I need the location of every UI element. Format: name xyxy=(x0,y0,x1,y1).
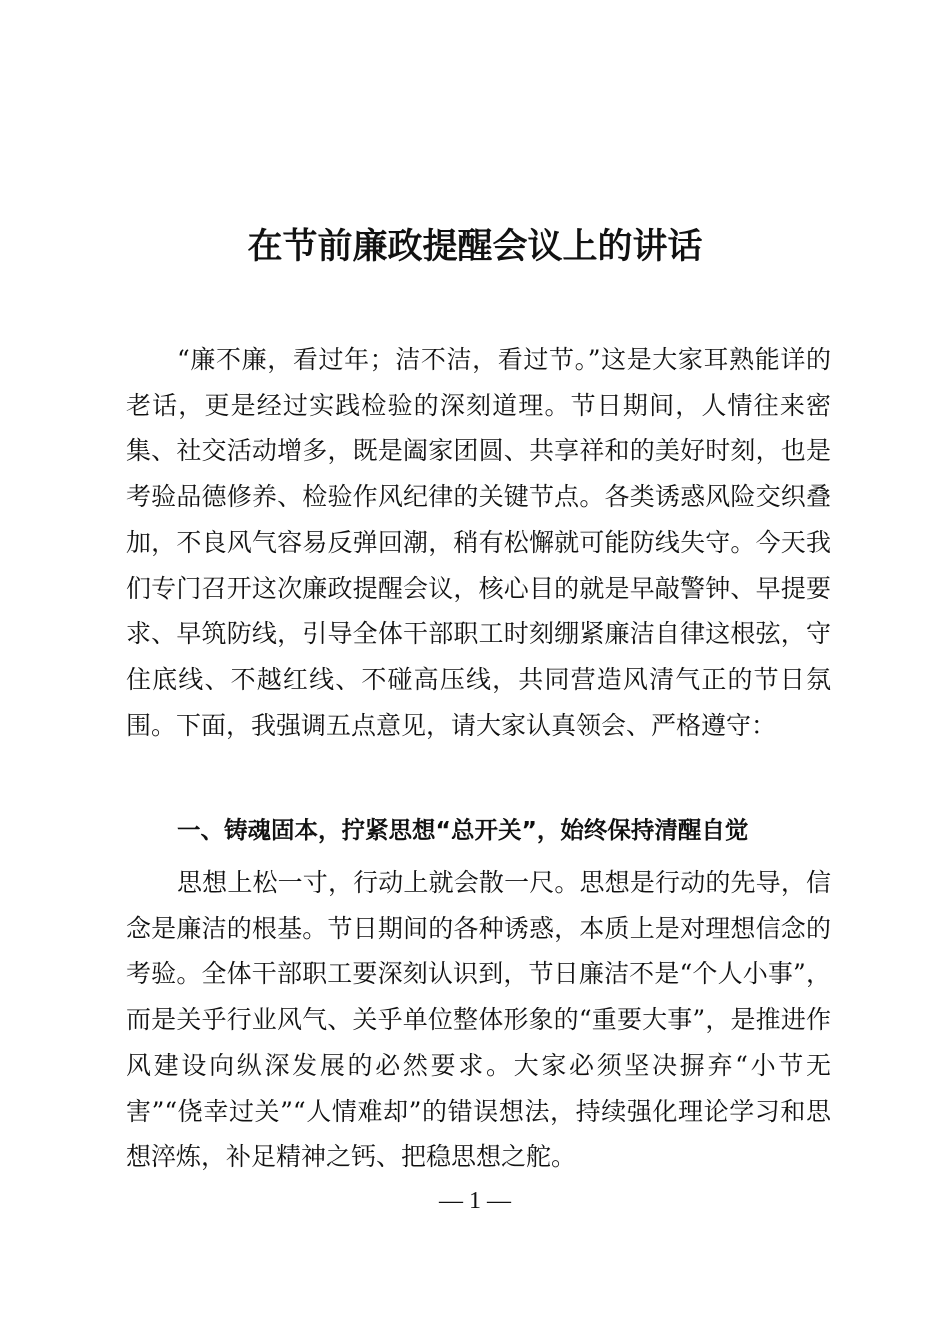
document-title: 在节前廉政提醒会议上的讲话 xyxy=(247,226,703,267)
section-1-paragraph: 思想上松一寸，行动上就会散一尺。思想是行动的先导，信念是廉洁的根基。节日期间的各种诱惑，本质上是对理想信念的考验。全体干部职工要深刻认识到，节日廉洁不是“个人小事”，而是关乎行业风气、关乎单位整体形象的“重要大事”，是推进作风建设向纵深发展的必然要求。大家必须坚决摒弃“小节无害”“侥幸过关”“人情难却”的错误想法，持续强化理论学习和思想淬炼，补足精神之钙、把稳思想之舵。 xyxy=(126,868,831,1172)
section-heading-1: 一、铸魂固本，拧紧思想“总开关”，始终保持清醒自觉 xyxy=(177,816,749,844)
opening-paragraph: “廉不廉，看过年；洁不洁，看过节。”这是大家耳熟能详的老话，更是经过实践检验的深刻道理。节日期间，人情往来密集、社交活动增多，既是阖家团圆、共享祥和的美好时刻，也是考验品德修养、检验作风纪律的关键节点。各类诱惑风险交织叠加，不良风气容易反弹回潮，稍有松懈就可能防线失守。今天我们专门召开这次廉政提醒会议，核心目的就是早敲警钟、早提要求、早筑防线，引导全体干部职工时刻绷紧廉洁自律这根弦，守住底线、不越红线、不碰高压线，共同营造风清气正的节日氛围。下面，我强调五点意见，请大家认真领会、严格遵守： xyxy=(126,345,831,740)
page-number: — 1 — xyxy=(439,1188,511,1214)
